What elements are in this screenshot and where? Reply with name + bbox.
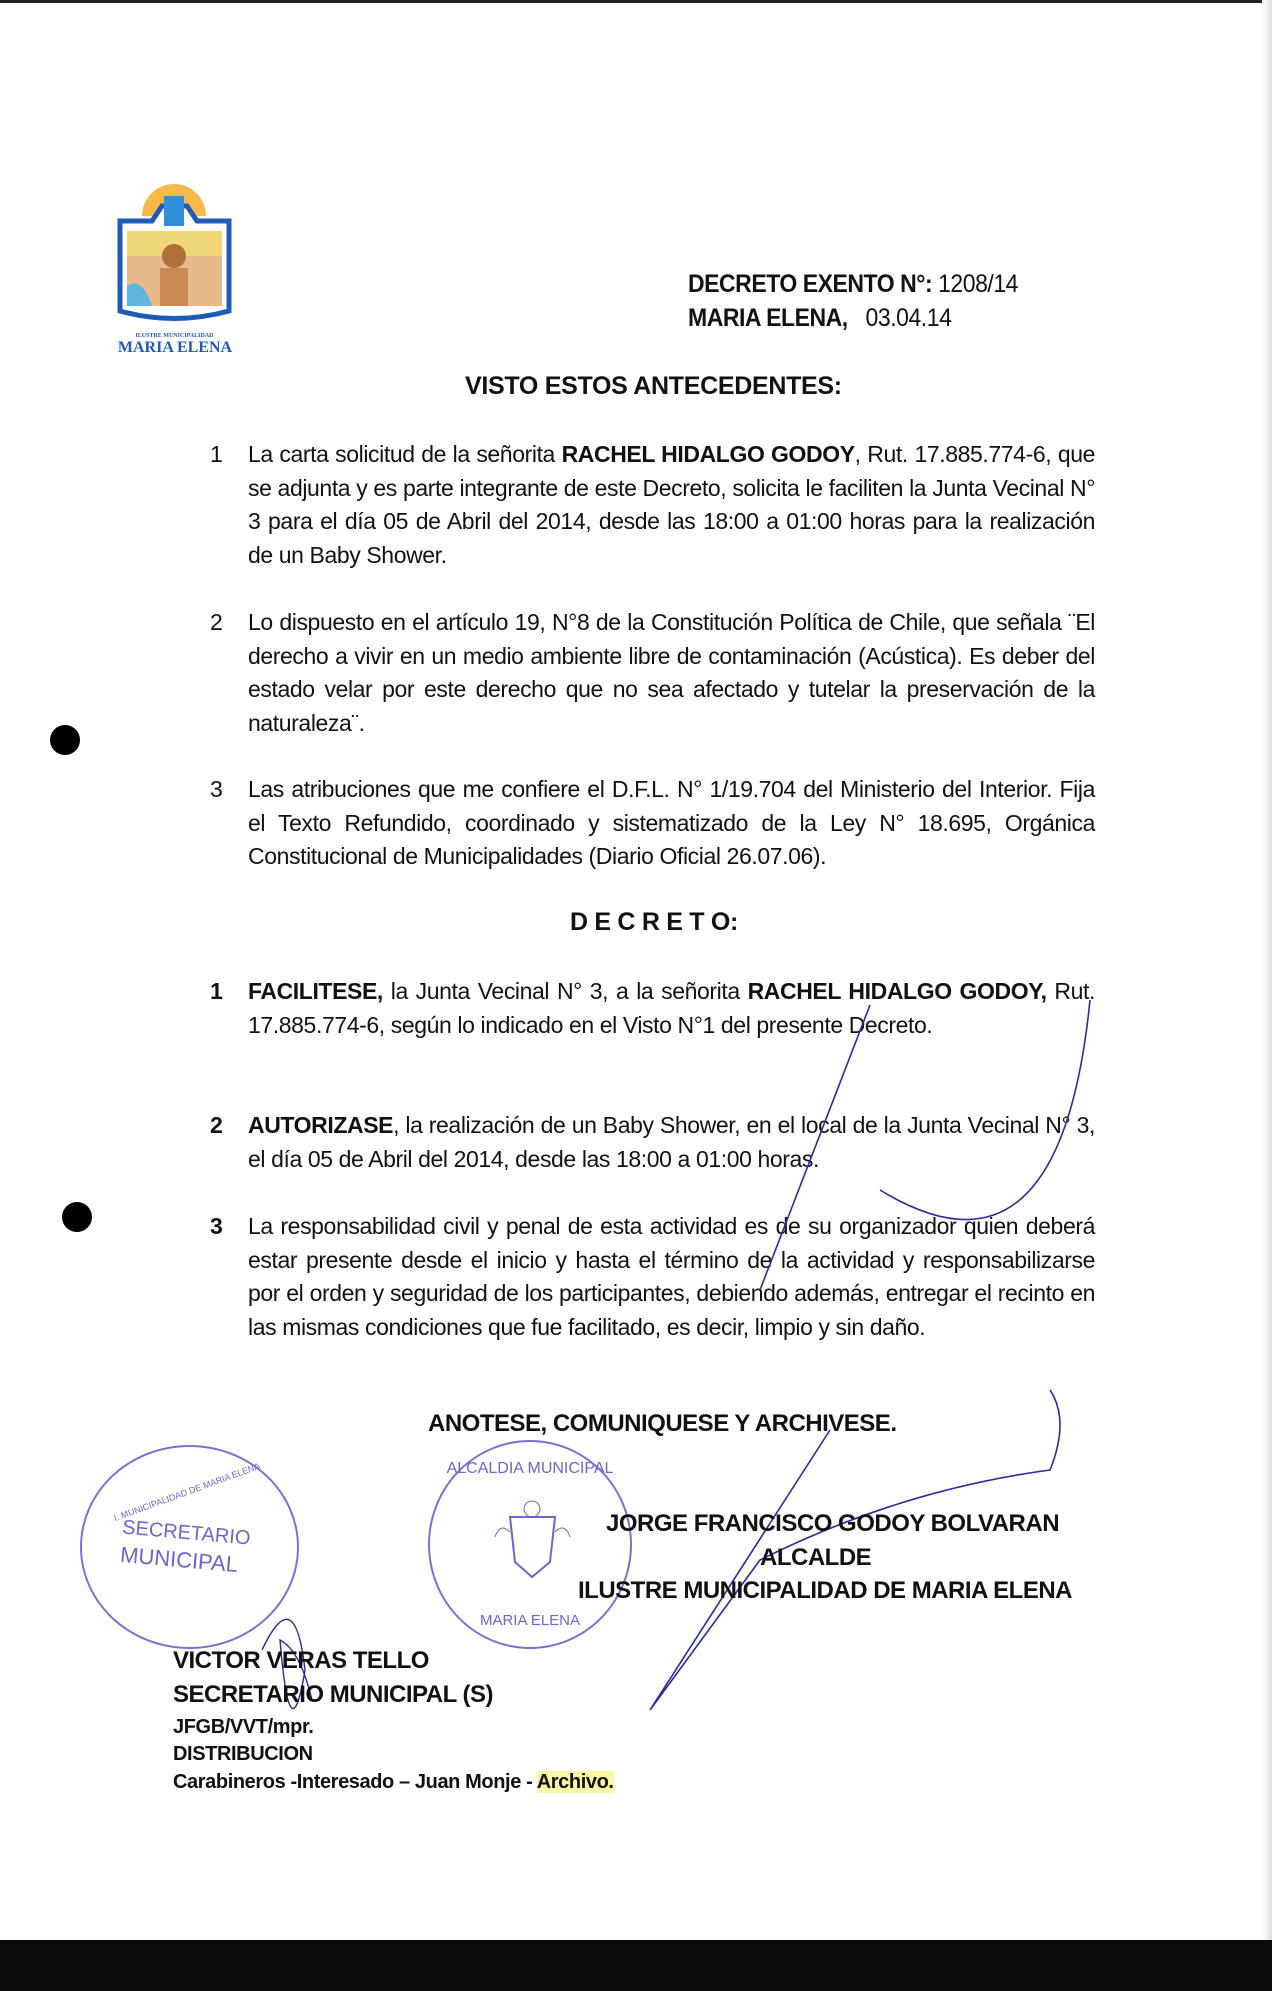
distribution-label: DISTRIBUCION (173, 1743, 313, 1765)
secretary-title: SECRETARIO MUNICIPAL (S) (173, 1681, 494, 1708)
mayor-name: JORGE FRANCISCO GODOY BOLVARAN (606, 1510, 1060, 1537)
distribution-recipients: Carabineros -Interesado – Juan Monje - (173, 1771, 537, 1793)
initials: JFGB/VVT/mpr. (173, 1716, 314, 1738)
item-text: Lo dispuesto en el artículo 19, N°8 de la Constitución Política de Chile, que señala ¨El derecho a vivir en un medio ambiente libre de contaminación (Acústica). Es deber del estado velar por este derecho que no sea afectado y tutelar la preservación de la naturaleza¨. (248, 609, 1095, 736)
item-text: La responsabilidad civil y penal de esta actividad es de su organizador quien deberá estar presente desde el inicio y hasta el término de la actividad y responsabilizarse por el orden y seguridad de los participantes, debiendo además, entregar el recinto en las mismas condiciones que fue facilitado, es decir, limpio y sin daño. (248, 1213, 1095, 1340)
distribution-list (173, 1771, 614, 1794)
stamp-line: MUNICIPAL (119, 1541, 240, 1578)
item-number: 2 (210, 609, 223, 635)
item-text: , la realización de un Baby Shower, en el local de la Junta Vecinal N° 3, el día 05 de Abril del 2014, desde las 18:00 a 01:00 horas. (248, 1112, 1095, 1172)
item-text: la Junta Vecinal N° 3, a la señorita (382, 978, 748, 1004)
decree-label: DECRETO EXENTO N°: (688, 270, 933, 298)
item-text: Rut. 17.885.774-6, según lo indicado en el Visto N°1 del presente Decreto. (248, 978, 1095, 1038)
applicant-name: RACHEL HIDALGO GODOY (561, 441, 855, 467)
logo-caption-small: ILUSTRE MUNICIPALIDAD (135, 333, 214, 339)
decree-number: 1208/14 (938, 270, 1019, 298)
stamp-ring-text: MARIA ELENA (479, 1612, 581, 1629)
item-number: 3 (210, 776, 223, 802)
item-text: , Rut. 17.885.774-6, que se adjunta y es parte integrante de este Decreto, solicita le faciliten la Junta Vecinal N° 3 para el día 05 de Abril del 2014, desde las 18:00 a 01:00 horas para la realización de un Baby Shower. (248, 441, 1095, 568)
item-number: 2 (210, 1112, 223, 1138)
secretary-name: VICTOR VERAS TELLO (173, 1647, 429, 1674)
place: MARIA ELENA, (688, 304, 848, 332)
item-number: 1 (210, 441, 223, 467)
item-verb: FACILITESE, (248, 978, 383, 1004)
logo-caption: MARIA ELENA (117, 339, 233, 356)
item-verb: AUTORIZASE (248, 1112, 394, 1138)
applicant-name: RACHEL HIDALGO GODOY, (747, 978, 1047, 1004)
item-text: Las atribuciones que me confiere el D.F.L. N° 1/19.704 del Ministerio del Interior. Fija el Texto Refundido, coordinado y sistematizado de la Ley N° 18.695, Orgánica Constitucional de Municipalidades (Diario Oficial 26.07.06). (248, 776, 1095, 869)
decreto-heading: D E C R E T O: (570, 908, 739, 936)
distribution-archive: Archivo. (536, 1771, 614, 1793)
stamp-ring-text: I. MUNICIPALIDAD DE MARIA ELENA (112, 1460, 262, 1524)
item-text: La carta solicitud de la señorita (248, 441, 562, 467)
mayor-organization: ILUSTRE MUNICIPALIDAD DE MARIA ELENA (578, 1577, 1072, 1604)
item-number: 3 (210, 1213, 223, 1239)
mayor-title: ALCALDE (760, 1544, 872, 1571)
closing-formula: ANOTESE, COMUNIQUESE Y ARCHIVESE. (428, 1410, 897, 1437)
visto-heading: VISTO ESTOS ANTECEDENTES: (465, 372, 842, 400)
stamp-line: SECRETARIO (121, 1516, 252, 1550)
item-number: 1 (210, 978, 223, 1004)
date: 03.04.14 (865, 304, 952, 332)
stamp-ring-text: ALCALDIA MUNICIPAL (446, 1460, 614, 1477)
